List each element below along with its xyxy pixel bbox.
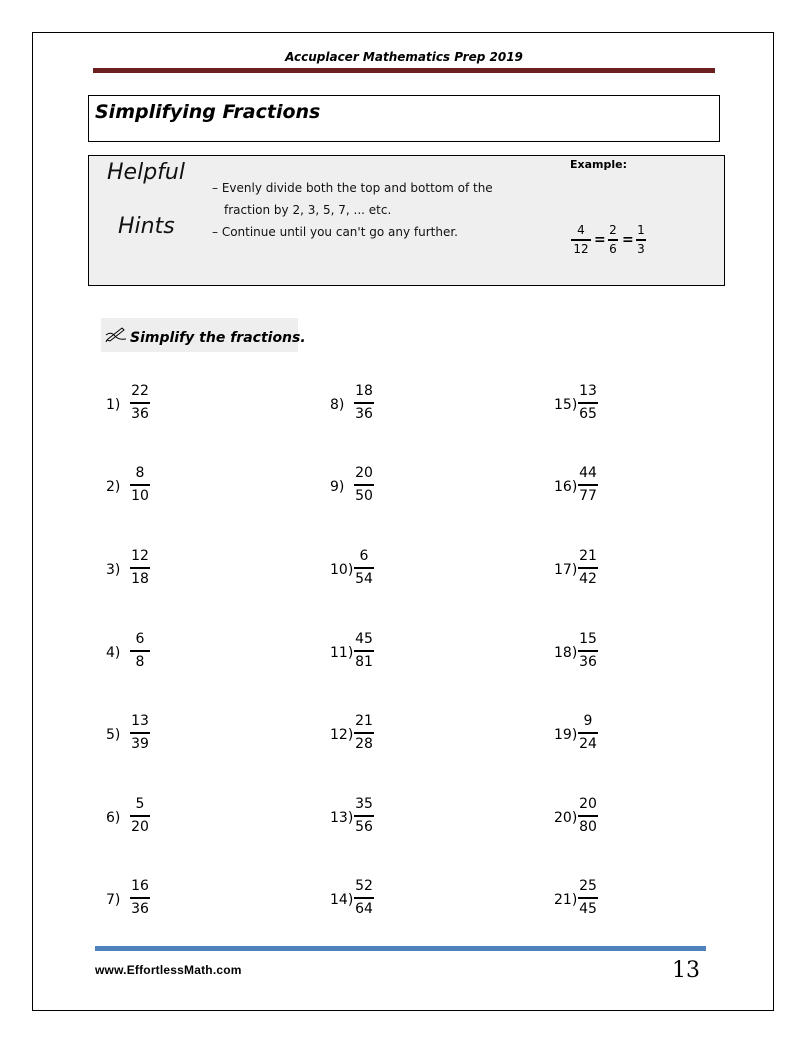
fraction-bar bbox=[578, 732, 598, 734]
problem-label: 14) bbox=[330, 892, 354, 908]
numerator: 44 bbox=[579, 465, 597, 481]
denominator: 80 bbox=[579, 819, 597, 835]
fraction-bar bbox=[354, 567, 374, 569]
denominator: 28 bbox=[355, 736, 373, 752]
numerator: 15 bbox=[579, 631, 597, 647]
fraction-bar bbox=[130, 897, 150, 899]
denominator: 18 bbox=[131, 571, 149, 587]
problem-label: 10) bbox=[330, 562, 354, 578]
header-rule bbox=[93, 68, 715, 73]
fraction bbox=[578, 547, 598, 589]
example-numerator: 2 bbox=[609, 223, 617, 237]
fraction-bar bbox=[354, 402, 374, 404]
numerator: 21 bbox=[355, 713, 373, 729]
fraction bbox=[130, 382, 150, 424]
numerator: 20 bbox=[579, 796, 597, 812]
denominator: 39 bbox=[131, 736, 149, 752]
denominator: 8 bbox=[135, 654, 145, 670]
example-fraction-2 bbox=[608, 223, 618, 257]
fraction bbox=[130, 877, 150, 919]
fraction-bar bbox=[578, 815, 598, 817]
numerator: 22 bbox=[131, 383, 149, 399]
problem-label: 17) bbox=[554, 562, 578, 578]
fraction-bar bbox=[130, 650, 150, 652]
hints-title-helpful: Helpful bbox=[107, 160, 185, 185]
fraction-bar bbox=[354, 732, 374, 734]
problem-label: 20) bbox=[554, 810, 578, 826]
fraction-bar bbox=[354, 815, 374, 817]
fraction bbox=[354, 630, 374, 672]
fraction-bar bbox=[130, 484, 150, 486]
section-title: Simplifying Fractions bbox=[95, 101, 321, 123]
problem-label: 13) bbox=[330, 810, 354, 826]
numerator: 12 bbox=[131, 548, 149, 564]
denominator: 36 bbox=[131, 901, 149, 917]
page-number: 13 bbox=[672, 958, 700, 983]
footer-website: www.EffortlessMath.com bbox=[95, 963, 242, 977]
fraction bbox=[354, 712, 374, 754]
denominator: 77 bbox=[579, 488, 597, 504]
fraction-bar bbox=[354, 897, 374, 899]
example-numerator: 1 bbox=[637, 223, 645, 237]
numerator: 16 bbox=[131, 878, 149, 894]
problem-label: 9) bbox=[330, 479, 345, 495]
numerator: 5 bbox=[135, 796, 145, 812]
example-fraction-1 bbox=[571, 223, 591, 257]
header-title: Accuplacer Mathematics Prep 2019 bbox=[285, 50, 523, 64]
example-denominator: 3 bbox=[637, 242, 645, 256]
numerator: 21 bbox=[579, 548, 597, 564]
example-denominator: 6 bbox=[609, 242, 617, 256]
hint-line-2: fraction by 2, 3, 5, 7, ... etc. bbox=[224, 203, 392, 217]
denominator: 64 bbox=[355, 901, 373, 917]
fraction-bar bbox=[636, 239, 646, 241]
numerator: 25 bbox=[579, 878, 597, 894]
denominator: 42 bbox=[579, 571, 597, 587]
hint-line-1: – Evenly divide both the top and bottom of the bbox=[212, 181, 493, 195]
problem-label: 2) bbox=[106, 479, 121, 495]
denominator: 36 bbox=[131, 406, 149, 422]
denominator: 65 bbox=[579, 406, 597, 422]
problem-label: 5) bbox=[106, 727, 121, 743]
example-denominator: 12 bbox=[573, 242, 589, 256]
fraction-bar bbox=[571, 239, 591, 241]
numerator: 35 bbox=[355, 796, 373, 812]
numerator: 52 bbox=[355, 878, 373, 894]
numerator: 9 bbox=[583, 713, 593, 729]
problem-label: 21) bbox=[554, 892, 578, 908]
helpful-hints-box bbox=[88, 155, 725, 286]
fraction-bar bbox=[608, 239, 618, 241]
fraction-bar bbox=[578, 402, 598, 404]
fraction bbox=[354, 877, 374, 919]
denominator: 10 bbox=[131, 488, 149, 504]
denominator: 81 bbox=[355, 654, 373, 670]
fraction bbox=[354, 547, 374, 589]
problem-label: 12) bbox=[330, 727, 354, 743]
fraction bbox=[578, 795, 598, 837]
denominator: 56 bbox=[355, 819, 373, 835]
fraction-bar bbox=[130, 732, 150, 734]
fraction bbox=[130, 630, 150, 672]
fraction-bar bbox=[354, 484, 374, 486]
denominator: 20 bbox=[131, 819, 149, 835]
fraction bbox=[578, 712, 598, 754]
denominator: 36 bbox=[579, 654, 597, 670]
instruction-banner bbox=[101, 318, 306, 352]
numerator: 45 bbox=[355, 631, 373, 647]
fraction bbox=[354, 795, 374, 837]
hints-title-hints: Hints bbox=[118, 214, 175, 239]
fraction bbox=[578, 382, 598, 424]
instruction-text: Simplify the fractions. bbox=[130, 330, 306, 346]
fraction-bar bbox=[578, 567, 598, 569]
problem-label: 3) bbox=[106, 562, 121, 578]
problem-label: 15) bbox=[554, 397, 578, 413]
problem-label: 6) bbox=[106, 810, 121, 826]
denominator: 45 bbox=[579, 901, 597, 917]
example-fraction-3 bbox=[636, 223, 646, 257]
fraction bbox=[578, 877, 598, 919]
problem-label: 7) bbox=[106, 892, 121, 908]
fraction bbox=[130, 795, 150, 837]
pencil-icon bbox=[105, 327, 127, 343]
fraction-bar bbox=[130, 402, 150, 404]
fraction bbox=[130, 712, 150, 754]
numerator: 18 bbox=[355, 383, 373, 399]
problem-label: 19) bbox=[554, 727, 578, 743]
fraction-bar bbox=[578, 484, 598, 486]
numerator: 20 bbox=[355, 465, 373, 481]
fraction bbox=[130, 464, 150, 506]
numerator: 13 bbox=[131, 713, 149, 729]
example-numerator: 4 bbox=[577, 223, 585, 237]
problem-label: 8) bbox=[330, 397, 345, 413]
fraction bbox=[130, 547, 150, 589]
fraction-bar bbox=[130, 815, 150, 817]
equals-sign: = bbox=[622, 232, 634, 248]
problem-label: 4) bbox=[106, 645, 121, 661]
problem-label: 16) bbox=[554, 479, 578, 495]
problem-label: 11) bbox=[330, 645, 354, 661]
fraction-bar bbox=[578, 897, 598, 899]
section-box bbox=[88, 95, 720, 142]
denominator: 36 bbox=[355, 406, 373, 422]
numerator: 6 bbox=[135, 631, 145, 647]
fraction bbox=[354, 464, 374, 506]
fraction bbox=[578, 630, 598, 672]
fraction bbox=[578, 464, 598, 506]
example-label: Example: bbox=[570, 158, 627, 171]
problem-label: 18) bbox=[554, 645, 578, 661]
fraction-bar bbox=[578, 650, 598, 652]
footer-rule bbox=[95, 946, 706, 951]
numerator: 8 bbox=[135, 465, 145, 481]
denominator: 50 bbox=[355, 488, 373, 504]
problem-label: 1) bbox=[106, 397, 121, 413]
fraction-bar bbox=[130, 567, 150, 569]
hint-line-3: – Continue until you can't go any further. bbox=[212, 225, 458, 239]
numerator: 13 bbox=[579, 383, 597, 399]
fraction bbox=[354, 382, 374, 424]
denominator: 24 bbox=[579, 736, 597, 752]
numerator: 6 bbox=[359, 548, 369, 564]
denominator: 54 bbox=[355, 571, 373, 587]
equals-sign: = bbox=[594, 232, 606, 248]
fraction-bar bbox=[354, 650, 374, 652]
